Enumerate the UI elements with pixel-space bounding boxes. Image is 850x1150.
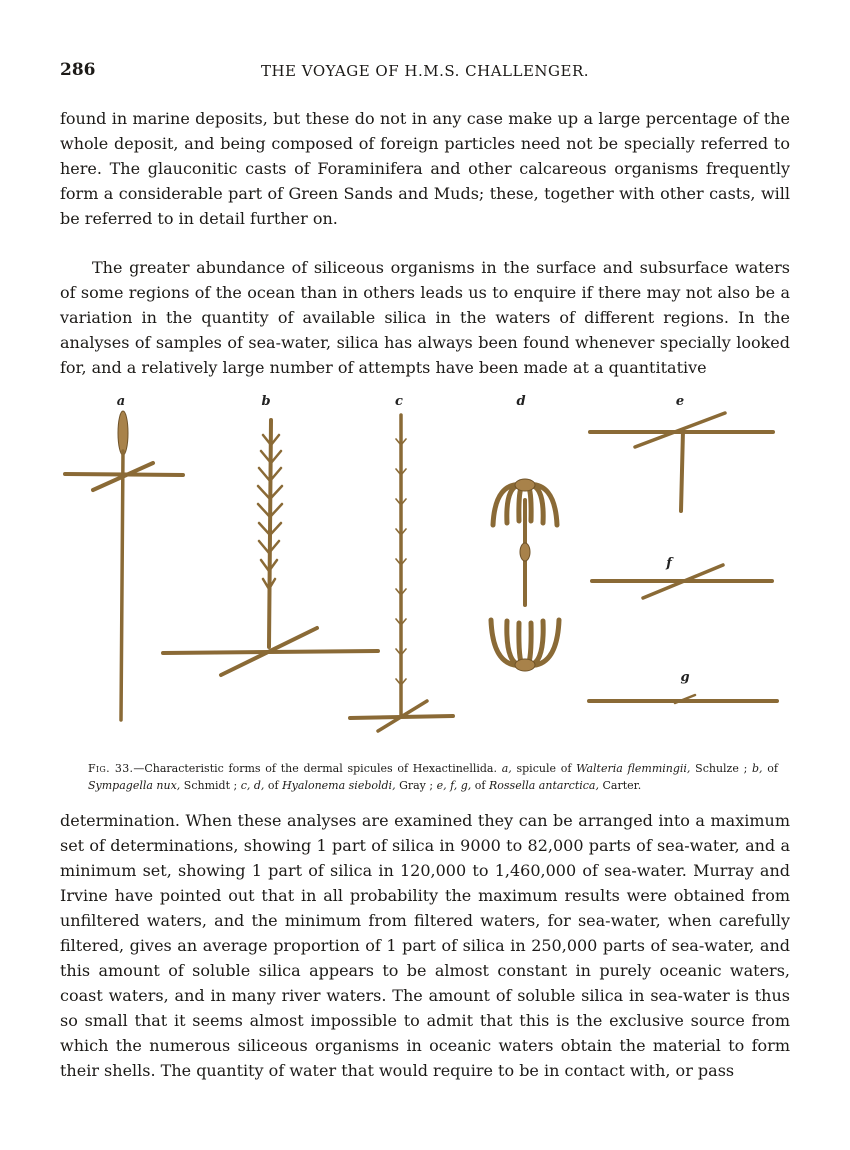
- spicule-illustration: [55, 385, 795, 755]
- paragraph-3: determination. When these analyses are examined they can be arranged into a maximum set of determinations, showing 1 part of silica in 9000 to 82,000 parts of sea-water, and a minimum set, showing 1 part of silica in 120,000 to 1,460,000 of sea-water. Murray and Irvine have pointed out that in all probability the maximum results were obtained from unfiltered waters, and the minimum from filtered waters, for sea-water, when carefully filtered, gives an average proportion of 1 part of silica in 250,000 parts of sea-water, and this amount of soluble silica appears to be almost constant in purely oceanic waters, coast waters, and in many river waters. The amount of soluble silica in sea-water is thus so small that it seems almost impossible to admit that this is the exclusive source from which the numerous siliceous organisms in oceanic waters obtain the material to form their shells. The quantity of water that would require to be in contact with, or pass: [60, 811, 790, 1080]
- paragraph-1: found in marine deposits, but these do not in any case make up a large percentage of the whole deposit, and being composed of foreign particles need not be specially referred to here. The glauconitic casts of Foraminifera and other calcareous organisms frequently form a considerable part of Green Sands and Muds; these, together with other casts, will be referred to in detail further on.: [60, 109, 790, 228]
- spicule-b: [163, 420, 378, 675]
- figure-label-f: f: [666, 556, 672, 571]
- caption-text: Carter.: [599, 779, 642, 792]
- paragraph-2: The greater abundance of siliceous organisms in the surface and subsurface waters of some regions of the ocean than in others leads us to enquire if there may not also be a variation in the quantity of available silica in the waters of different regions. In the analyses of samples of sea-water, silica has always been found whenever specially looked for, and a relatively large number of attempts have been made at a quantitative: [60, 258, 790, 377]
- running-title: THE VOYAGE OF H.M.S. CHALLENGER.: [260, 62, 590, 80]
- caption-text: Schulze ;: [690, 762, 753, 775]
- caption-label: Fig. 33.: [88, 762, 134, 775]
- caption-text: Schmidt ;: [180, 779, 241, 792]
- caption-letter-b: b,: [752, 762, 763, 775]
- spicule-e: [590, 413, 773, 511]
- spicule-g: [589, 695, 777, 703]
- caption-species: Sympagella nux,: [88, 779, 181, 792]
- caption-text: of: [762, 762, 778, 775]
- figure-label-g: g: [680, 670, 690, 685]
- spicule-d: [491, 479, 559, 671]
- page-number: 286: [60, 60, 96, 80]
- caption-text: Gray ;: [395, 779, 437, 792]
- caption-species: Walteria flemmingii,: [576, 762, 691, 775]
- figure-spicules: [55, 385, 795, 755]
- caption-text: of: [471, 779, 489, 792]
- figure-label-b: b: [261, 394, 271, 409]
- figure-caption: [88, 760, 778, 794]
- caption-species: Hyalonema sieboldi,: [282, 779, 396, 792]
- caption-letters-cd: c, d,: [240, 779, 265, 792]
- running-head: [60, 60, 790, 84]
- caption-text: —Characteristic forms of the dermal spicules of Hexactinellida.: [133, 762, 502, 775]
- caption-text: of: [264, 779, 283, 792]
- caption-letter-a: a,: [501, 762, 512, 775]
- spicule-a: [65, 411, 183, 720]
- caption-species: Rossella antarctica,: [489, 779, 599, 792]
- caption-text: spicule of: [511, 762, 577, 775]
- figure-label-c: c: [395, 394, 403, 409]
- figure-label-e: e: [675, 394, 685, 409]
- spicule-f: [592, 565, 772, 598]
- figure-label-a: a: [116, 394, 126, 409]
- caption-letters-efg: e, f, g,: [436, 779, 472, 792]
- spicule-c: [350, 415, 453, 731]
- figure-label-d: d: [516, 394, 526, 409]
